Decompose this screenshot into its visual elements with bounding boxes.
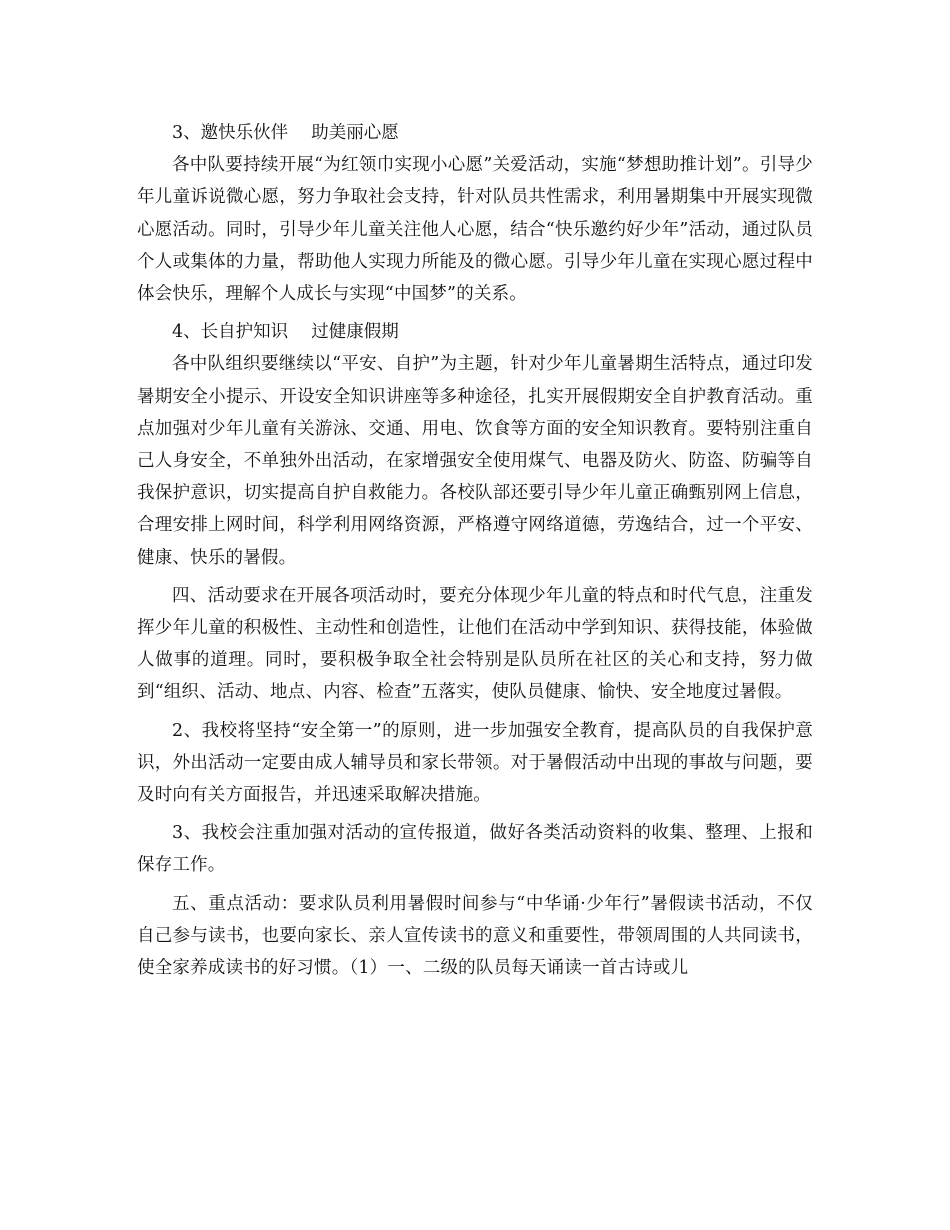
paragraph-activity-requirements: 四、活动要求在开展各项活动时，要充分体现少年儿童的特点和时代气息，注重发挥少年儿童的积极性、主动性和创造性，让他们在活动中学到知识、获得技能，体验做人做事的道理。同时，要积极争取全社会特别是队员所在社区的关心和支持，努力做到“组织、活动、地点、内容、检查”五落实，使队员健康、愉快、安全地度过暑假。 xyxy=(137,585,813,703)
heading-invite-happy-partners: 3、邀快乐伙伴 助美丽心愿 xyxy=(172,123,399,143)
paragraph-publicity: 3、我校会注重加强对活动的宣传报道，做好各类活动资料的收集、整理、上报和保存工作。 xyxy=(137,823,813,876)
paragraph-safety-first: 2、我校将坚持“安全第一”的原则，进一步加强安全教育，提高队员的自我保护意识，外出活动一定要由成人辅导员和家长带领。对于暑假活动中出现的事故与问题，要及时向有关方面报告，并迅速采取解决措施。 xyxy=(137,720,813,806)
paragraph-safety-education: 各中队组织要继续以“平安、自护”为主题，针对少年儿童暑期生活特点，通过印发暑期安全小提示、开设安全知识讲座等多种途径，扎实开展假期安全自护教育活动。重点加强对少年儿童有关游泳、交通、用电、饮食等方面的安全知识教育。要特别注重自己人身安全，不单独外出活动，在家增强安全使用煤气、电器及防火、防盗、防骗等自我保护意识，切实提高自护自救能力。各校队部还要引导少年儿童正确甄别网上信息，合理安排上网时间，科学利用网络资源，严格遵守网络道德，劳逸结合，过一个平安、健康、快乐的暑假。 xyxy=(137,354,813,568)
paragraph-key-activities: 五、重点活动：要求队员利用暑假时间参与“中华诵·少年行”暑假读书活动，不仅自己参与读书，也要向家长、亲人宣传读书的意义和重要性，带领周围的人共同读书，使全家养成读书的好习惯。（1）一、二级的队员每天诵读一首古诗或儿 xyxy=(137,893,813,979)
document-body xyxy=(137,117,813,984)
heading-self-protection: 4、长自护知识 过健康假期 xyxy=(172,322,399,343)
paragraph-little-wishes: 各中队要持续开展“为红领巾实现小心愿”关爱活动，实施“梦想助推计划”。引导少年儿童诉说微心愿，努力争取社会支持，针对队员共性需求，利用暑期集中开展实现微心愿活动。同时，引导少年儿童关注他人心愿，结合“快乐邀约好少年”活动，通过队员个人或集体的力量，帮助他人实现力所能及的微心愿。引导少年儿童在实现心愿过程中体会快乐，理解个人成长与实现“中国梦”的关系。 xyxy=(137,155,813,305)
